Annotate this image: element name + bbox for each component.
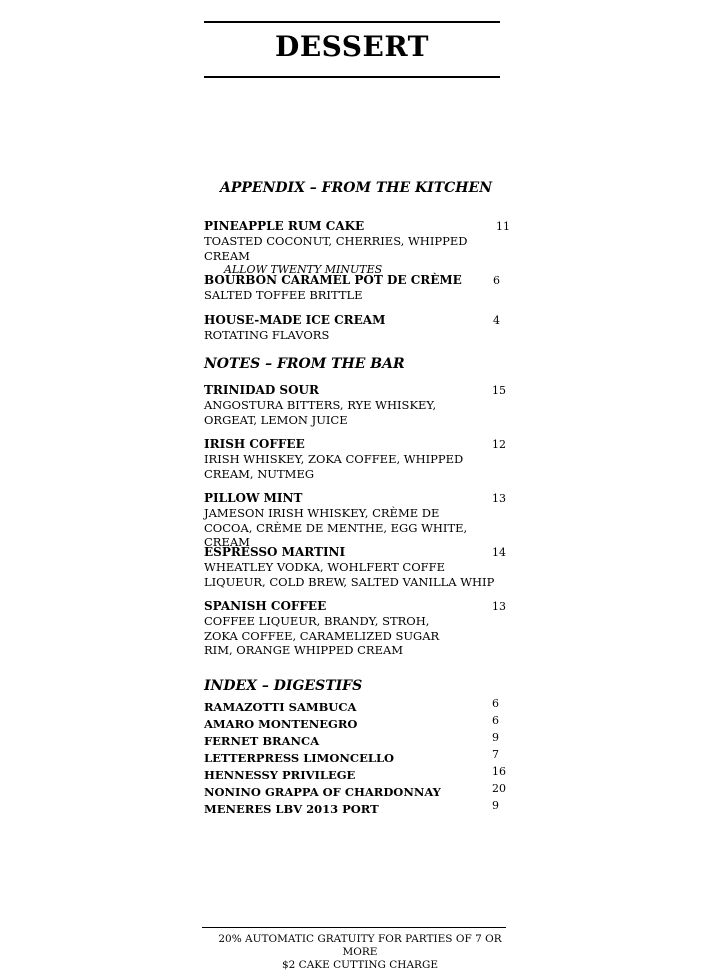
menu-item <box>204 219 514 277</box>
bar-heading: NOTES – FROM THE BAR <box>204 356 405 372</box>
digestif-row <box>204 713 514 729</box>
footer-note <box>200 933 520 972</box>
cake-cutting-note: $2 CAKE CUTTING CHARGE <box>281 959 439 971</box>
digestif-name: MENERES LBV 2013 PORT <box>204 802 379 816</box>
menu-item <box>204 273 514 303</box>
item-name: PILLOW MINT <box>204 491 303 505</box>
digestif-price: 16 <box>492 765 506 778</box>
item-description: ANGOSTURA BITTERS, RYE WHISKEY, ORGEAT, LEMON JUICE <box>204 398 437 427</box>
digestifs-heading: INDEX – DIGESTIFS <box>204 678 363 694</box>
digestif-row <box>204 764 514 780</box>
title-bottom-rule <box>204 76 500 78</box>
item-name: TRINIDAD SOUR <box>204 383 319 397</box>
digestif-name: HENNESSY PRIVILEGE <box>204 768 356 782</box>
digestif-row <box>204 798 514 814</box>
item-description: JAMESON IRISH WHISKEY, CRÈME DE COCOA, CRÈME DE MENTHE, EGG WHITE, CREAM <box>204 506 468 549</box>
menu-item <box>204 383 514 427</box>
item-name: BOURBON CARAMEL POT DE CRÈME <box>204 273 462 287</box>
item-description: COFFEE LIQUEUR, BRANDY, STROH, ZOKA COFFEE, CARAMELIZED SUGAR RIM, ORANGE WHIPPED CREAM <box>204 614 440 657</box>
digestif-price: 6 <box>492 714 499 727</box>
item-name: PINEAPPLE RUM CAKE <box>204 219 365 233</box>
digestif-row <box>204 781 514 797</box>
menu-item <box>204 491 514 550</box>
digestif-name: FERNET BRANCA <box>204 734 320 748</box>
item-price: 12 <box>492 438 506 451</box>
digestif-name: RAMAZOTTI SAMBUCA <box>204 700 357 714</box>
item-name: HOUSE-MADE ICE CREAM <box>204 313 386 327</box>
item-price: 13 <box>492 600 506 613</box>
item-price: 14 <box>492 546 506 559</box>
item-note: ALLOW TWENTY MINUTES <box>224 263 383 276</box>
item-name: IRISH COFFEE <box>204 437 305 451</box>
digestif-price: 20 <box>492 782 506 795</box>
digestif-name: AMARO MONTENEGRO <box>204 717 358 731</box>
menu-item <box>204 313 514 343</box>
page-title: DESSERT <box>275 30 429 63</box>
digestif-price: 7 <box>492 748 499 761</box>
item-price: 13 <box>492 492 506 505</box>
digestif-name: LETTERPRESS LIMONCELLO <box>204 751 395 765</box>
gratuity-note: 20% AUTOMATIC GRATUITY FOR PARTIES OF 7 OR MORE <box>218 933 502 958</box>
item-description: SALTED TOFFEE BRITTLE <box>204 288 363 302</box>
item-description: IRISH WHISKEY, ZOKA COFFEE, WHIPPED CREAM, NUTMEG <box>204 452 464 481</box>
menu-item <box>204 545 514 589</box>
item-price: 11 <box>496 220 510 233</box>
digestif-name: NONINO GRAPPA OF CHARDONNAY <box>204 785 441 799</box>
item-price: 6 <box>493 274 500 287</box>
item-name: ESPRESSO MARTINI <box>204 545 346 559</box>
title-top-rule <box>204 21 500 23</box>
item-price: 15 <box>492 384 506 397</box>
menu-item <box>204 437 514 481</box>
menu-item <box>204 599 514 658</box>
digestif-row <box>204 730 514 746</box>
item-price: 4 <box>493 314 500 327</box>
digestif-price: 9 <box>492 731 499 744</box>
digestif-row <box>204 696 514 712</box>
digestif-row <box>204 747 514 763</box>
footer-rule <box>202 927 506 928</box>
item-description: WHEATLEY VODKA, WOHLFERT COFFE LIQUEUR, COLD BREW, SALTED VANILLA WHIP <box>204 560 495 589</box>
item-description: ROTATING FLAVORS <box>204 328 330 342</box>
digestif-price: 9 <box>492 799 499 812</box>
item-name: SPANISH COFFEE <box>204 599 327 613</box>
item-description: TOASTED COCONUT, CHERRIES, WHIPPED CREAM <box>204 234 468 263</box>
digestif-price: 6 <box>492 697 499 710</box>
kitchen-heading: APPENDIX – FROM THE KITCHEN <box>220 180 492 196</box>
